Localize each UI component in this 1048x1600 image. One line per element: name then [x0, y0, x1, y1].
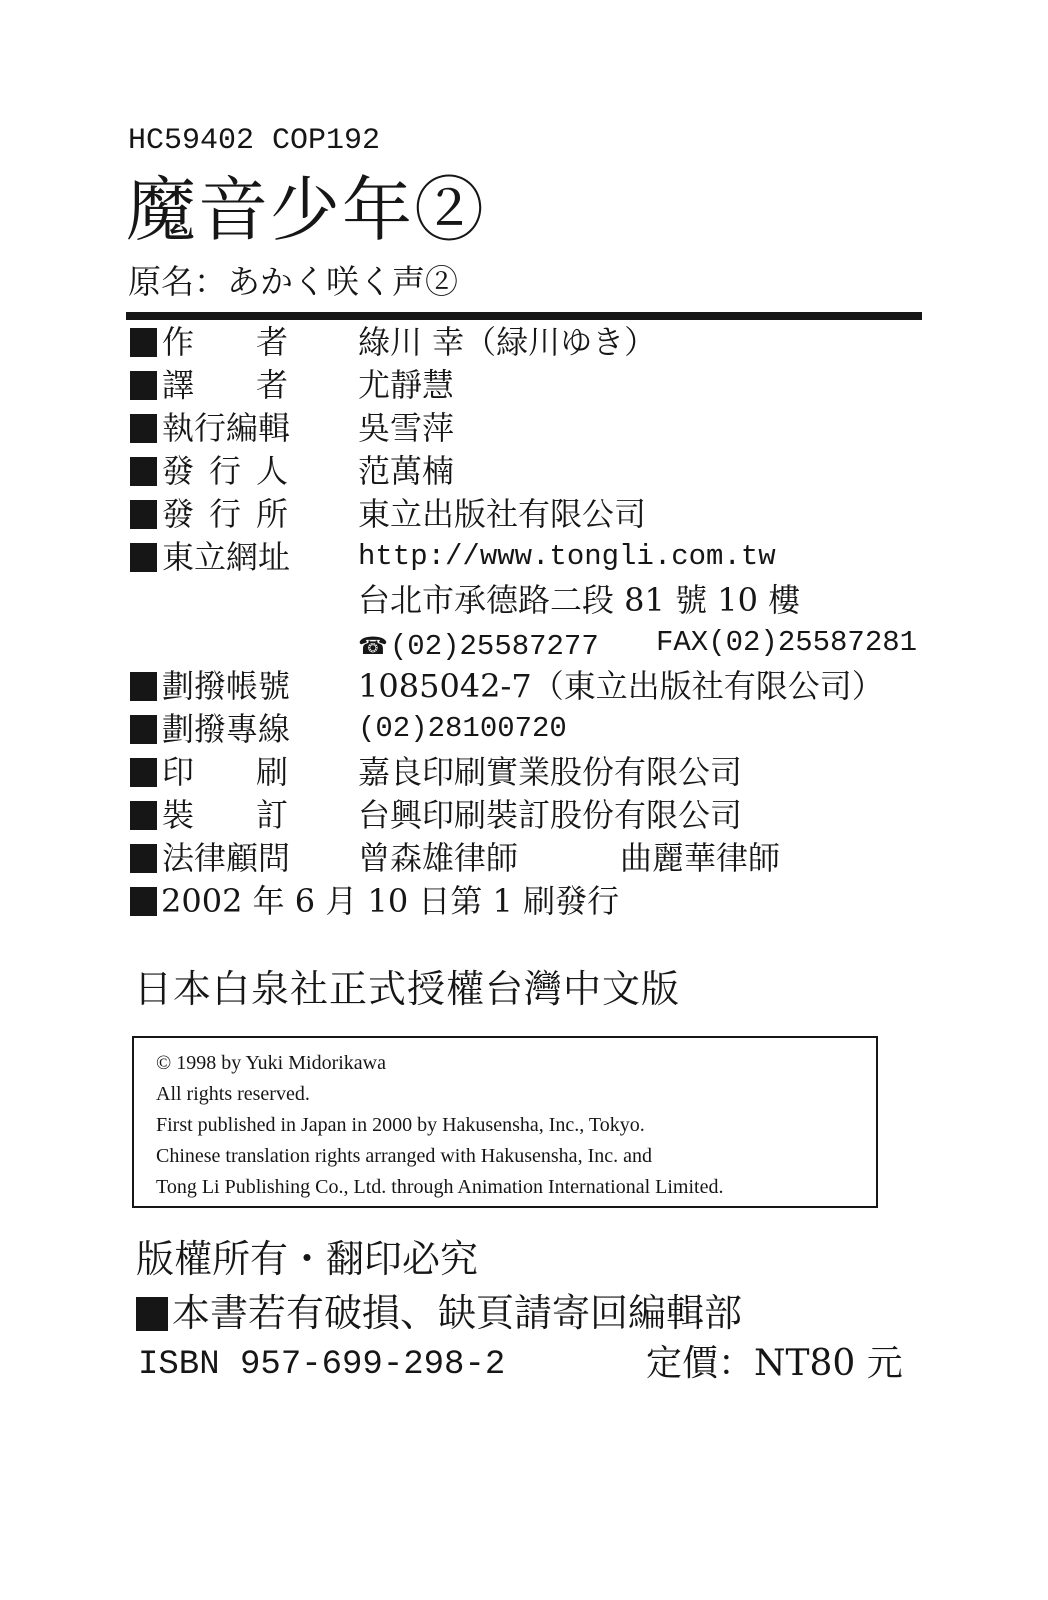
- damage-notice-row: [136, 1286, 742, 1340]
- credit-label: 印刷: [162, 753, 288, 791]
- credit-row-binding: [130, 793, 743, 837]
- credit-value: 1085042-7（東立出版社有限公司）: [358, 667, 884, 705]
- credit-value: 綠川 幸（緑川ゆき）: [358, 323, 657, 361]
- credit-value: 東立出版社有限公司: [358, 495, 647, 533]
- copyright-line: Tong Li Publishing Co., Ltd. through Animation International Limited.: [156, 1176, 724, 1198]
- isbn: ISBN 957-699-298-2: [138, 1346, 506, 1384]
- license-statement: 日本白泉社正式授權台灣中文版: [134, 967, 681, 1011]
- credit-label: 發行所: [162, 495, 288, 533]
- rights-notice: 版權所有・翻印必究: [136, 1237, 479, 1281]
- black-square-icon: [130, 801, 157, 830]
- black-square-icon: [130, 887, 157, 916]
- credit-row-editor: [130, 406, 455, 450]
- copyright-line: First published in Japan in 2000 by Hakusensha, Inc., Tokyo.: [156, 1114, 645, 1136]
- publication-date: 2002 年 6 月 10 日第 1 刷發行: [161, 882, 620, 920]
- credit-row-printing: [130, 750, 743, 794]
- black-square-icon: [130, 414, 157, 443]
- credit-value: 台興印刷裝訂股份有限公司: [358, 796, 743, 834]
- credit-row-account: [130, 664, 884, 708]
- credit-row-publisher-person: [130, 449, 455, 493]
- credit-value: 范萬楠: [358, 452, 455, 490]
- credit-row-translator: [130, 363, 455, 407]
- legal-counsel-1: 曾森雄律師: [358, 839, 519, 877]
- credit-value: (02)28100720: [358, 712, 567, 745]
- credit-row-website: [130, 535, 776, 579]
- credit-row-hotline: [130, 707, 567, 751]
- credit-value: 嘉良印刷實業股份有限公司: [358, 753, 743, 791]
- telephone-icon: ☎: [358, 632, 388, 660]
- credit-label: 劃撥專線: [162, 710, 291, 748]
- legal-counsel-2: 曲麗華律師: [620, 839, 781, 877]
- credit-row-publisher-company: [130, 492, 647, 536]
- book-title: 魔音少年②: [126, 169, 486, 251]
- publication-date-row: [130, 879, 619, 923]
- black-square-icon: [130, 328, 157, 357]
- damage-notice: 本書若有破損、缺頁請寄回編輯部: [172, 1291, 743, 1335]
- credit-label: 法律顧問: [162, 839, 291, 877]
- black-square-icon: [130, 457, 157, 486]
- copyright-line: © 1998 by Yuki Midorikawa: [156, 1052, 386, 1074]
- credit-label: 劃撥帳號: [162, 667, 291, 705]
- black-square-icon: [130, 715, 157, 744]
- credit-label: 譯者: [162, 366, 288, 404]
- copyright-line: All rights reserved.: [156, 1083, 310, 1105]
- black-square-icon: [130, 543, 157, 572]
- credit-value: 尤靜慧: [358, 366, 455, 404]
- black-square-icon: [130, 371, 157, 400]
- black-square-icon: [130, 758, 157, 787]
- black-square-icon: [130, 500, 157, 529]
- credit-label: 執行編輯: [162, 409, 291, 447]
- credit-value: 吳雪萍: [358, 409, 455, 447]
- credit-label: 裝訂: [162, 796, 288, 834]
- code-line: HC59402 COP192: [128, 124, 381, 158]
- credit-row-author: [130, 320, 657, 364]
- divider-rule: [126, 312, 922, 320]
- credit-label: 發行人: [162, 452, 288, 490]
- price: 定價：NT80 元: [646, 1343, 903, 1384]
- credit-row-legal: [130, 836, 781, 880]
- website-url[interactable]: http://www.tongli.com.tw: [358, 540, 776, 573]
- black-square-icon: [130, 844, 157, 873]
- credit-label: 作者: [162, 323, 288, 361]
- address-value: 台北市承德路二段 81 號 10 樓: [358, 581, 801, 619]
- original-title: 原名：あかく咲く声②: [128, 262, 458, 301]
- fax-value: FAX(02)25587281: [656, 626, 918, 659]
- credit-label: 東立網址: [162, 538, 291, 576]
- black-square-icon: [130, 672, 157, 701]
- copyright-box: [132, 1036, 878, 1208]
- copyright-line: Chinese translation rights arranged with Hakusensha, Inc. and: [156, 1145, 652, 1167]
- phone-value: (02)25587277: [389, 630, 599, 663]
- black-square-icon: [136, 1297, 168, 1331]
